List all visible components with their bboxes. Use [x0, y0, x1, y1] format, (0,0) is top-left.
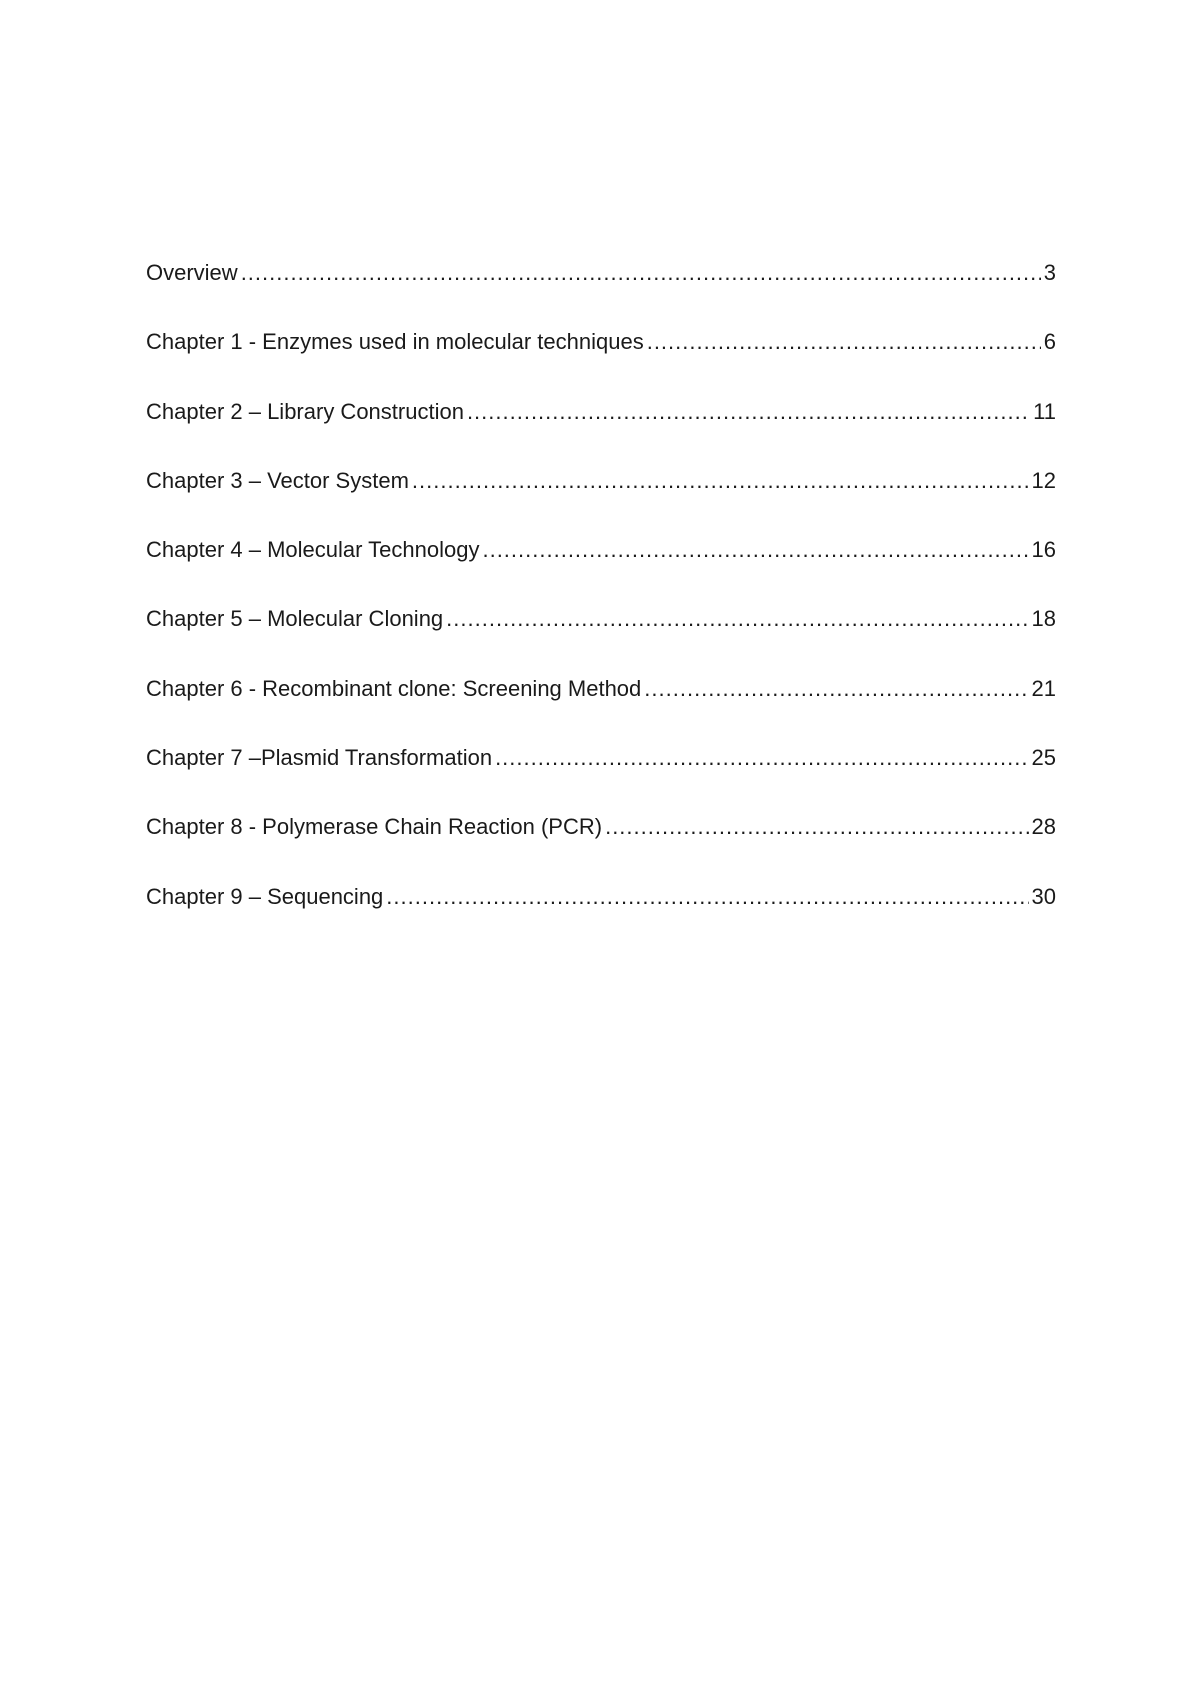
- toc-entry-chapter-8[interactable]: [146, 816, 1056, 885]
- toc-entry-page: 28: [1031, 814, 1056, 840]
- toc-entry-title: Chapter 7 –Plasmid Transformation: [146, 745, 493, 771]
- toc-dot-leader: [605, 816, 1028, 838]
- toc-dot-leader: [412, 470, 1029, 492]
- toc-entry-page: 16: [1031, 537, 1056, 563]
- toc-entry-title: Chapter 5 – Molecular Cloning: [146, 606, 444, 632]
- toc-entry-page: 11: [1033, 398, 1056, 424]
- toc-entry-chapter-3[interactable]: [146, 467, 1056, 539]
- toc-entry-page: 3: [1043, 260, 1056, 285]
- toc-entry-chapter-1[interactable]: [146, 331, 1056, 400]
- toc-entry-page: 12: [1031, 467, 1056, 493]
- toc-entry-title: Overview: [146, 260, 238, 285]
- toc-entry-chapter-7[interactable]: [146, 747, 1056, 816]
- toc-entry-title: Chapter 1 - Enzymes used in molecular techniques: [146, 329, 644, 355]
- toc-entry-chapter-4[interactable]: [146, 539, 1056, 608]
- toc-entry-title: Chapter 4 – Molecular Technology: [146, 537, 480, 563]
- table-of-contents: [146, 262, 1056, 955]
- toc-entry-title: Chapter 3 – Vector System: [146, 467, 409, 493]
- toc-dot-leader: [446, 608, 1028, 630]
- toc-entry-page: 6: [1043, 329, 1056, 355]
- toc-entry-chapter-2[interactable]: [146, 398, 1056, 470]
- toc-entry-chapter-9[interactable]: [146, 883, 1056, 955]
- toc-entry-title: Chapter 6 - Recombinant clone: Screening Method: [146, 675, 642, 701]
- toc-entry-title: Chapter 2 – Library Construction: [146, 398, 464, 424]
- toc-entry-title: Chapter 8 - Polymerase Chain Reaction (PCR): [146, 814, 603, 840]
- toc-dot-leader: [386, 886, 1028, 908]
- toc-entry-page: 25: [1031, 745, 1056, 771]
- toc-entry-chapter-5[interactable]: [146, 608, 1056, 677]
- toc-dot-leader: [647, 331, 1041, 353]
- toc-entry-chapter-6[interactable]: [146, 675, 1056, 747]
- toc-entry-overview[interactable]: [146, 262, 1056, 331]
- toc-entry-page: 18: [1031, 606, 1056, 632]
- toc-entry-page: 30: [1031, 883, 1056, 909]
- toc-dot-leader: [467, 401, 1030, 423]
- toc-dot-leader: [241, 262, 1041, 284]
- toc-dot-leader: [482, 539, 1028, 561]
- toc-dot-leader: [644, 678, 1028, 700]
- toc-dot-leader: [495, 747, 1028, 769]
- toc-entry-page: 21: [1031, 675, 1056, 701]
- toc-entry-title: Chapter 9 – Sequencing: [146, 883, 384, 909]
